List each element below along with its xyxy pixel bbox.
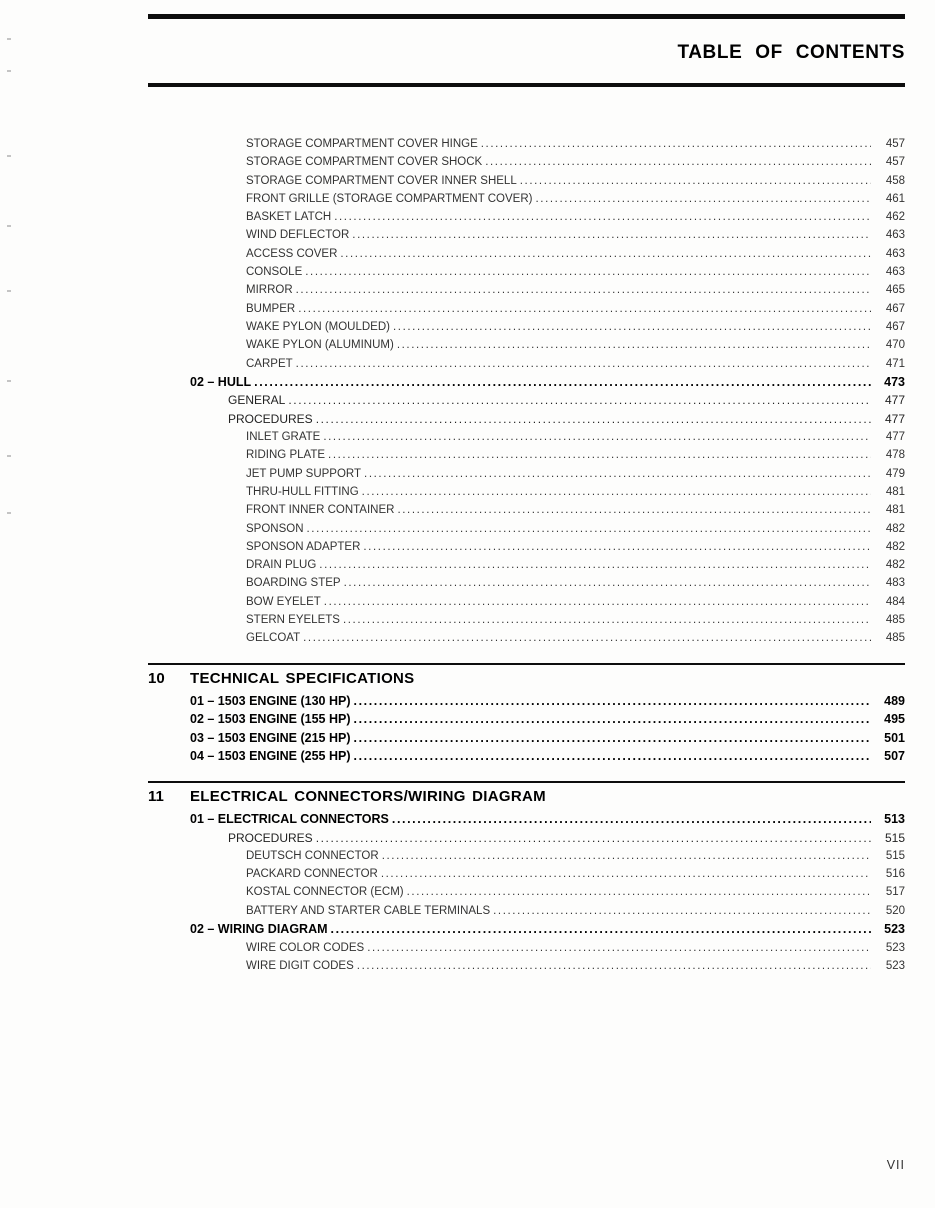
toc-entry-label: GENERAL: [228, 393, 286, 408]
toc-entry-page: 477: [884, 411, 905, 426]
toc-entry-page: 517: [885, 886, 905, 899]
toc-entry-label: WIND DEFLECTOR: [246, 229, 350, 242]
toc-entry-page: 516: [885, 868, 905, 881]
toc-dot-leader: [344, 574, 871, 592]
toc-entry-label: BOW EYELET: [246, 595, 321, 608]
toc-dot-leader: [254, 373, 871, 392]
toc-entry-label: SPONSON ADAPTER: [246, 540, 361, 553]
toc-entry-label: BOARDING STEP: [246, 577, 341, 590]
section-title: TECHNICAL SPECIFICATIONS: [190, 669, 415, 687]
toc-entry: [148, 847, 905, 865]
toc-dot-leader: [407, 883, 871, 901]
toc-entry-label: 03 – 1503 ENGINE (215 HP): [190, 730, 351, 745]
toc-entry-label: 02 – HULL: [190, 374, 252, 389]
toc-entry: [148, 153, 905, 171]
toc-dot-leader: [298, 300, 871, 318]
toc-entry-label: INLET GRATE: [246, 431, 321, 444]
toc-entry: [148, 391, 905, 409]
toc-entry: [148, 226, 905, 244]
toc-entry: [148, 556, 905, 574]
toc-dot-leader: [485, 153, 871, 171]
toc-entry-label: BATTERY AND STARTER CABLE TERMINALS: [246, 904, 491, 917]
toc-entry-page: 470: [885, 339, 905, 352]
toc-entry: [148, 810, 905, 829]
toc-entry-page: 463: [885, 229, 905, 242]
toc-dot-leader: [305, 263, 871, 281]
toc-entry-page: 483: [885, 577, 905, 590]
toc-entry-page: 513: [884, 811, 905, 826]
toc-entry-page: 523: [885, 959, 905, 972]
toc-dot-leader: [397, 501, 871, 519]
toc-entry-page: 463: [885, 247, 905, 260]
toc-entry: [148, 483, 905, 501]
toc-dot-leader: [343, 611, 871, 629]
toc-dot-leader: [397, 336, 871, 354]
toc-entry-page: 465: [885, 284, 905, 297]
section-header: [148, 670, 905, 687]
section-divider-rule: [148, 781, 905, 783]
toc-entry: [148, 520, 905, 538]
toc-entry: [148, 747, 905, 766]
toc-entry-page: 457: [885, 156, 905, 169]
section-title: ELECTRICAL CONNECTORS/WIRING DIAGRAM: [190, 787, 546, 805]
toc-dot-leader: [364, 465, 871, 483]
toc-entry-label: CARPET: [246, 357, 293, 370]
toc-entry: [148, 428, 905, 446]
toc-entry-page: 495: [884, 712, 905, 727]
toc-entry: [148, 336, 905, 354]
title-underline-rule: [148, 83, 905, 87]
toc-dot-leader: [340, 245, 871, 263]
toc-entry: [148, 501, 905, 519]
toc-entry-page: 489: [884, 693, 905, 708]
toc-entry: [148, 692, 905, 711]
toc-entry-label: DRAIN PLUG: [246, 559, 317, 572]
toc-entry: [148, 263, 905, 281]
toc-entry: [148, 729, 905, 748]
scan-artifact: [7, 290, 11, 292]
toc-entry-page: 515: [884, 830, 905, 845]
scan-artifact: [7, 155, 11, 157]
toc-entry: [148, 190, 905, 208]
toc-entry-page: 481: [885, 485, 905, 498]
scan-artifact: [7, 512, 11, 514]
toc-entry-label: PACKARD CONNECTOR: [246, 868, 378, 881]
toc-dot-leader: [535, 190, 871, 208]
toc-entry: [148, 611, 905, 629]
section-divider-rule: [148, 663, 905, 665]
toc-entry: [148, 373, 905, 392]
toc-entry: [148, 281, 905, 299]
toc-dot-leader: [354, 747, 872, 766]
toc-entry-page: 479: [885, 467, 905, 480]
toc-entry-label: THRU-HULL FITTING: [246, 485, 359, 498]
toc-entry-label: 01 – 1503 ENGINE (130 HP): [190, 693, 351, 708]
toc-entry: [148, 135, 905, 153]
toc-dot-leader: [392, 810, 871, 829]
toc-entry-page: 457: [885, 138, 905, 150]
toc-entry-page: 481: [885, 504, 905, 517]
toc-dot-leader: [381, 865, 871, 883]
toc-entry: [148, 538, 905, 556]
toc-entry-label: 02 – 1503 ENGINE (155 HP): [190, 712, 351, 727]
toc-entry-page: 482: [885, 540, 905, 553]
toc-dot-leader: [307, 520, 871, 538]
toc-dot-leader: [323, 428, 871, 446]
toc-entry: [148, 957, 905, 975]
toc-dot-leader: [493, 902, 871, 920]
toc-entry: [148, 318, 905, 336]
toc-dot-leader: [352, 226, 871, 244]
toc-entry-label: MIRROR: [246, 284, 293, 297]
toc-entry-label: CONSOLE: [246, 266, 303, 279]
toc-entry-page: 485: [885, 614, 905, 627]
toc-entry-page: 482: [885, 522, 905, 535]
toc-entry-page: 523: [885, 941, 905, 954]
toc-entry-page: 520: [885, 904, 905, 917]
toc-entry-page: 477: [885, 431, 905, 444]
toc-entry-label: STORAGE COMPARTMENT COVER INNER SHELL: [246, 174, 517, 187]
toc-dot-leader: [296, 355, 871, 373]
toc-entry-label: 01 – ELECTRICAL CONNECTORS: [190, 811, 389, 826]
toc-entry: [148, 300, 905, 318]
toc-entry: [148, 902, 905, 920]
toc-entry-label: PROCEDURES: [228, 411, 313, 426]
toc-dot-leader: [288, 391, 871, 409]
toc-list: [148, 135, 905, 975]
toc-entry-label: GELCOAT: [246, 632, 301, 645]
toc-entry-label: KOSTAL CONNECTOR (ECM): [246, 886, 404, 899]
toc-dot-leader: [393, 318, 871, 336]
toc-dot-leader: [316, 410, 871, 428]
toc-dot-leader: [324, 593, 871, 611]
toc-entry-label: STORAGE COMPARTMENT COVER SHOCK: [246, 156, 483, 169]
toc-entry-label: RIDING PLATE: [246, 449, 326, 462]
toc-entry: [148, 446, 905, 464]
toc-dot-leader: [357, 957, 871, 975]
toc-dot-leader: [334, 208, 871, 226]
toc-entry-label: WIRE DIGIT CODES: [246, 959, 354, 972]
toc-entry-label: ACCESS COVER: [246, 247, 338, 260]
toc-entry-page: 523: [884, 922, 905, 937]
toc-dot-leader: [303, 629, 871, 647]
toc-entry: [148, 829, 905, 847]
toc-entry: [148, 920, 905, 939]
toc-entry-page: 467: [885, 320, 905, 333]
toc-entry-page: 463: [885, 266, 905, 279]
scan-artifact: [7, 70, 11, 72]
toc-entry-page: 471: [885, 357, 905, 370]
toc-entry: [148, 593, 905, 611]
toc-dot-leader: [331, 920, 871, 939]
toc-entry-label: WAKE PYLON (ALUMINUM): [246, 339, 394, 352]
toc-entry: [148, 939, 905, 957]
toc-dot-leader: [382, 847, 871, 865]
toc-entry-label: FRONT GRILLE (STORAGE COMPARTMENT COVER): [246, 192, 533, 205]
toc-entry-page: 485: [885, 632, 905, 645]
top-rule: [148, 14, 905, 19]
toc-entry-page: 462: [885, 211, 905, 224]
toc-entry-label: 02 – WIRING DIAGRAM: [190, 922, 328, 937]
toc-entry-label: BUMPER: [246, 302, 296, 315]
toc-dot-leader: [319, 556, 871, 574]
toc-dot-leader: [316, 829, 871, 847]
scan-artifact: [7, 38, 11, 40]
toc-entry-label: FRONT INNER CONTAINER: [246, 504, 395, 517]
toc-dot-leader: [354, 692, 872, 711]
toc-entry-page: 461: [885, 192, 905, 205]
toc-entry-label: DEUTSCH CONNECTOR: [246, 849, 379, 862]
toc-entry-label: STERN EYELETS: [246, 614, 340, 627]
toc-dot-leader: [296, 281, 871, 299]
toc-entry-page: 482: [885, 559, 905, 572]
toc-entry: [148, 245, 905, 263]
toc-entry: [148, 172, 905, 190]
toc-dot-leader: [520, 172, 871, 190]
toc-entry-page: 484: [885, 595, 905, 608]
toc-entry-label: JET PUMP SUPPORT: [246, 467, 362, 480]
toc-entry: [148, 883, 905, 901]
toc-dot-leader: [367, 939, 871, 957]
section-number: 10: [148, 669, 165, 687]
toc-dot-leader: [481, 135, 871, 153]
toc-entry-page: 478: [885, 449, 905, 462]
toc-entry: [148, 410, 905, 428]
toc-dot-leader: [328, 446, 871, 464]
toc-entry: [148, 465, 905, 483]
scan-artifact: [7, 380, 11, 382]
toc-entry-page: 458: [885, 174, 905, 187]
section-number: 11: [148, 787, 164, 805]
toc-entry-page: 515: [885, 849, 905, 862]
toc-entry-label: PROCEDURES: [228, 830, 313, 845]
toc-entry: [148, 629, 905, 647]
scan-artifact: [7, 455, 11, 457]
section-header: [148, 788, 905, 805]
page-title: TABLE OF CONTENTS: [677, 42, 905, 63]
toc-entry-page: 501: [884, 730, 905, 745]
toc-entry: [148, 574, 905, 592]
page-number-footer: VII: [886, 1158, 905, 1172]
toc-entry-label: WAKE PYLON (MOULDED): [246, 320, 390, 333]
scan-artifact: [7, 225, 11, 227]
toc-entry: [148, 865, 905, 883]
toc-entry-page: 507: [884, 749, 905, 764]
toc-entry-label: 04 – 1503 ENGINE (255 HP): [190, 749, 351, 764]
toc-dot-leader: [354, 729, 872, 748]
toc-dot-leader: [362, 483, 871, 501]
toc-entry-label: WIRE COLOR CODES: [246, 941, 365, 954]
toc-entry: [148, 208, 905, 226]
toc-dot-leader: [363, 538, 871, 556]
toc-entry: [148, 710, 905, 729]
toc-entry-page: 467: [885, 302, 905, 315]
toc-entry-label: STORAGE COMPARTMENT COVER HINGE: [246, 138, 478, 150]
toc-dot-leader: [354, 710, 872, 729]
toc-entry-page: 477: [884, 393, 905, 408]
toc-entry: [148, 355, 905, 373]
toc-entry-label: SPONSON: [246, 522, 304, 535]
toc-entry-page: 473: [884, 374, 905, 389]
toc-entry-label: BASKET LATCH: [246, 211, 332, 224]
